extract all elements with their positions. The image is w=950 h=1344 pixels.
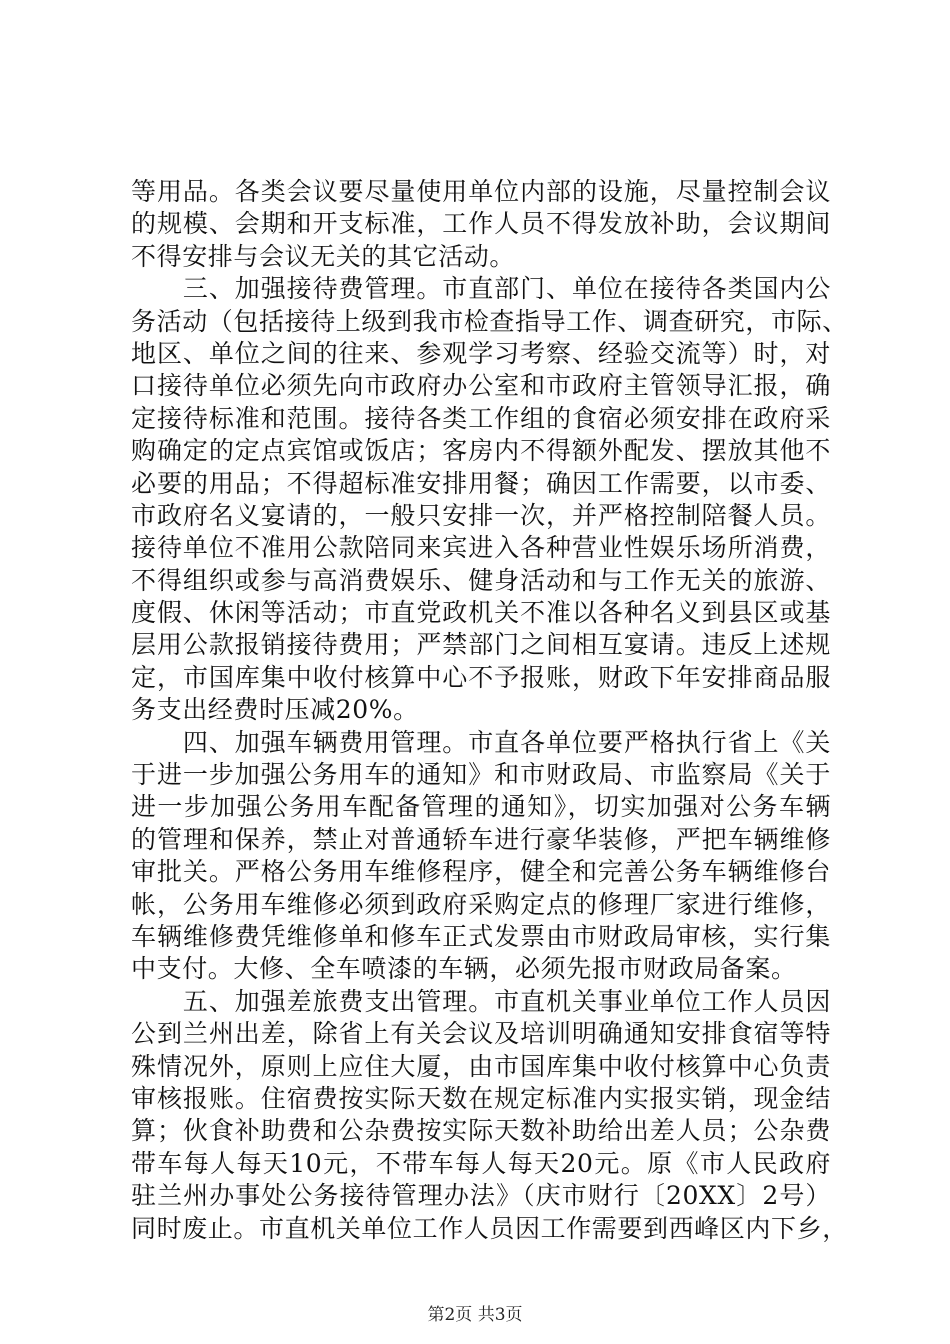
- body-text: [131, 176, 848, 1245]
- text-line: 务支出经费时压减20%。: [131, 695, 419, 725]
- text-line: 于进一步加强公务用车的通知》和市财政局、市监察局《关于: [131, 760, 831, 790]
- text-line: 度假、休闲等活动；市直党政机关不准以各种名义到县区或基: [131, 598, 831, 628]
- text-line: 带车每人每天10元，不带车每人每天20元。原《市人民政府: [131, 1148, 831, 1178]
- text-line: 必要的用品；不得超标准安排用餐；确因工作需要，以市委、: [131, 468, 831, 498]
- text-line: 层用公款报销接待费用；严禁部门之间相互宴请。违反上述规: [131, 630, 831, 660]
- text-line: 等用品。各类会议要尽量使用单位内部的设施，尽量控制会议: [131, 177, 831, 206]
- page-footer: 第2页 共3页: [427, 1305, 523, 1325]
- text-line: 口接待单位必须先向市政府办公室和市政府主管领导汇报，确: [131, 371, 831, 401]
- text-line: 不得组织或参与高消费娱乐、健身活动和与工作无关的旅游、: [131, 565, 831, 595]
- text-line: 同时废止。市直机关单位工作人员因工作需要到西峰区内下乡，: [131, 1213, 848, 1243]
- text-line: 驻兰州办事处公务接待管理办法》（庆市财行〔20XX〕2号）: [131, 1181, 831, 1211]
- text-line: 殊情况外，原则上应住大厦，由市国库集中收付核算中心负责: [131, 1051, 831, 1081]
- text-line: 中支付。大修、全车喷漆的车辆，必须先报市财政局备案。: [131, 954, 797, 984]
- text-line: 的规模、会期和开支标准，工作人员不得发放补助，会议期间: [131, 209, 831, 239]
- text-line: 市政府名义宴请的，一般只安排一次，并严格控制陪餐人员。: [131, 500, 831, 530]
- text-line: 购确定的定点宾馆或饭店；客房内不得额外配发、摆放其他不: [131, 436, 831, 466]
- text-line: 进一步加强公务用车配备管理的通知》，切实加强对公务车辆: [131, 792, 831, 822]
- text-line: 不得安排与会议无关的其它活动。: [131, 241, 516, 271]
- text-line: 帐，公务用车维修必须到政府采购定点的修理厂家进行维修，: [131, 889, 831, 919]
- text-line: 车辆维修费凭维修单和修车正式发票由市财政局审核，实行集: [131, 921, 831, 951]
- text-line: 定，市国库集中收付核算中心不予报账，财政下年安排商品服: [131, 662, 831, 692]
- text-line: 务活动（包括接待上级到我市检查指导工作、调查研究，市际、: [131, 306, 848, 336]
- text-line: 四、加强车辆费用管理。市直各单位要严格执行省上《关: [131, 727, 831, 757]
- text-line: 的管理和保养，禁止对普通轿车进行豪华装修，严把车辆维修: [131, 824, 831, 854]
- text-line: 定接待标准和范围。接待各类工作组的食宿必须安排在政府采: [131, 403, 831, 433]
- text-line: 算；伙食补助费和公杂费按实际天数补助给出差人员；公杂费: [131, 1116, 831, 1146]
- text-line: 地区、单位之间的往来、参观学习考察、经验交流等）时，对: [131, 338, 831, 368]
- text-line: 审批关。严格公务用车维修程序，健全和完善公务车辆维修台: [131, 857, 831, 887]
- text-line: 接待单位不准用公款陪同来宾进入各种营业性娱乐场所消费，: [131, 533, 831, 563]
- text-line: 审核报账。住宿费按实际天数在规定标准内实报实销，现金结: [131, 1083, 831, 1113]
- text-line: 三、加强接待费管理。市直部门、单位在接待各类国内公: [131, 274, 831, 304]
- text-line: 五、加强差旅费支出管理。市直机关事业单位工作人员因: [131, 986, 831, 1016]
- text-line: 公到兰州出差，除省上有关会议及培训明确通知安排食宿等特: [131, 1019, 831, 1049]
